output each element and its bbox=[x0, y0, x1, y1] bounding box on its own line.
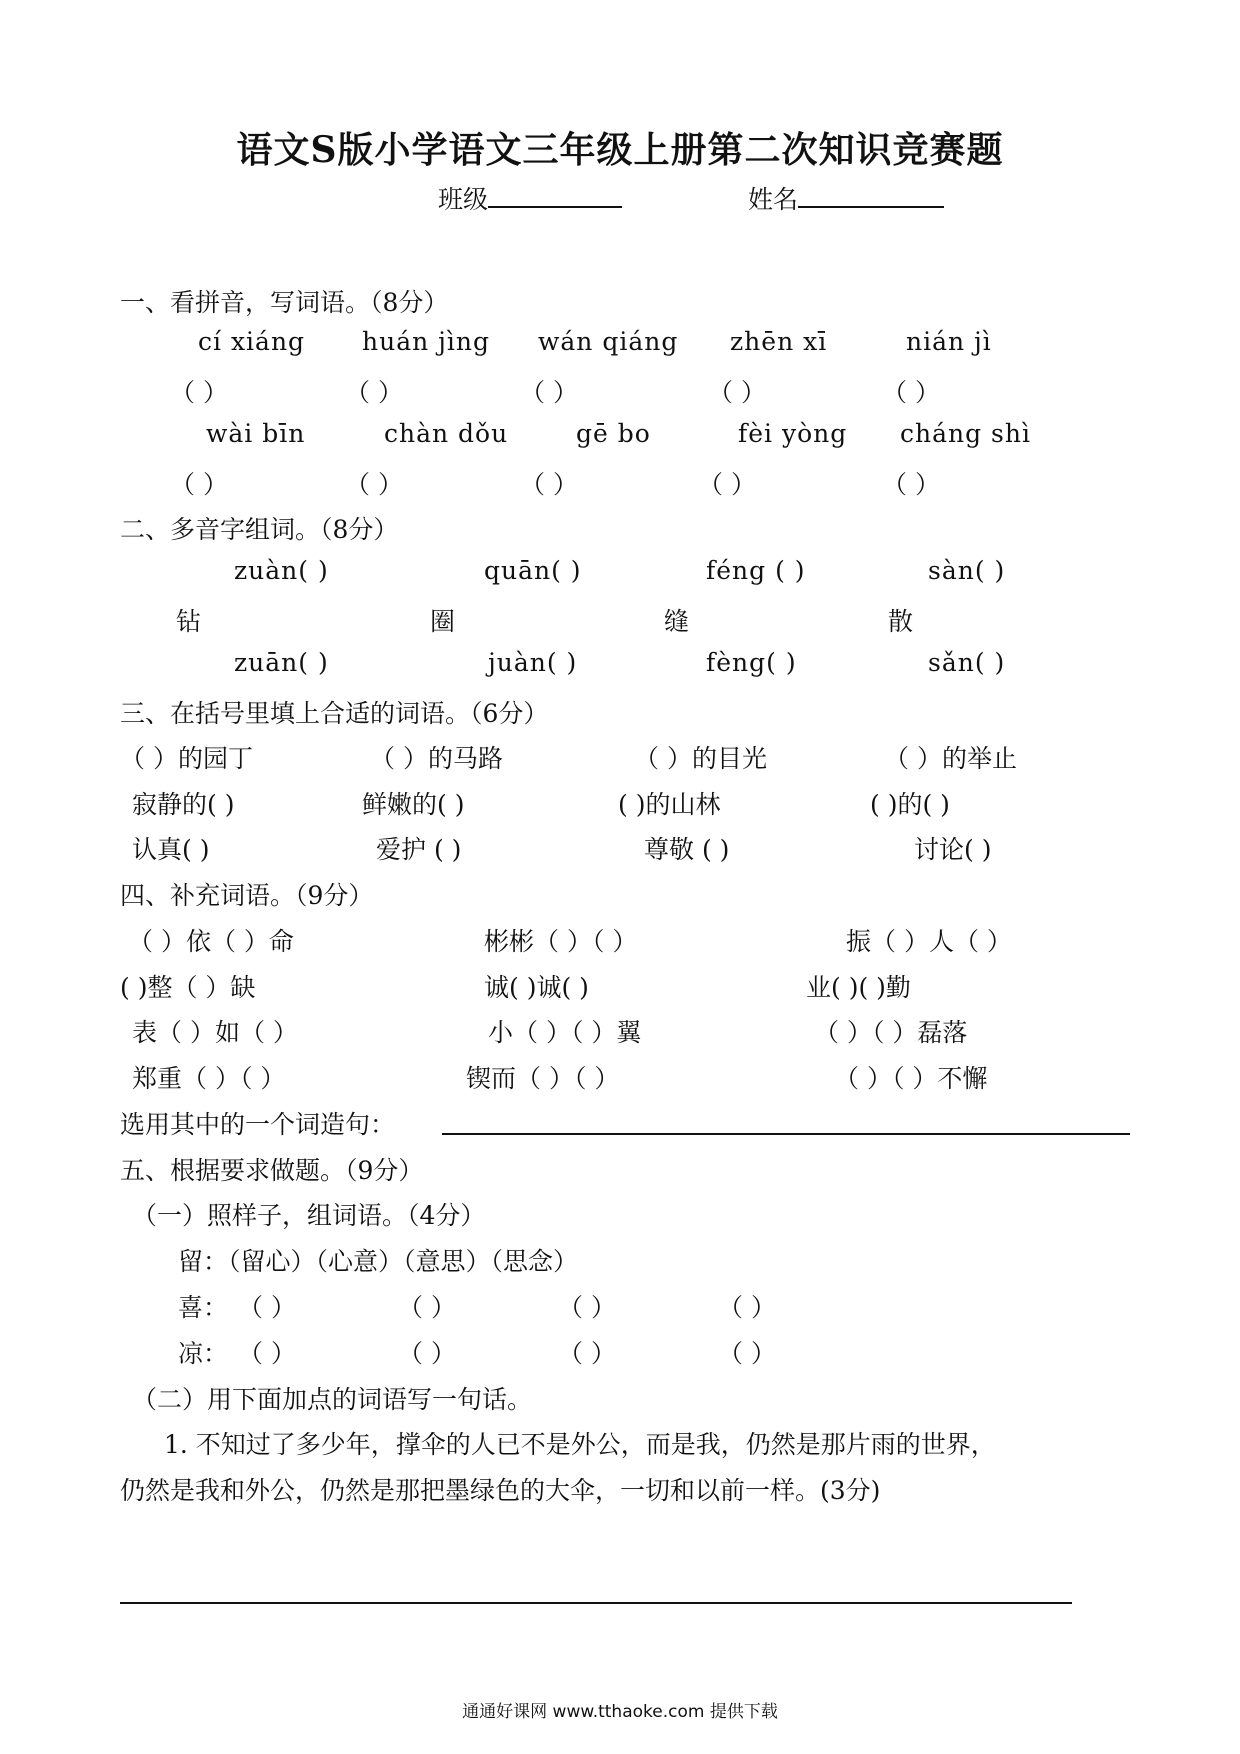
answer-blank[interactable]: （ ） bbox=[398, 1339, 456, 1368]
section-2-heading: 二、多音字组词。（8分） bbox=[120, 515, 399, 544]
fill-item[interactable]: 寂静的( ) bbox=[132, 790, 235, 819]
polyphone-answer[interactable]: zuān( ) bbox=[234, 648, 329, 677]
name-field[interactable] bbox=[748, 180, 944, 216]
fill-item[interactable]: （ ）的园丁 bbox=[120, 744, 253, 773]
polyphone-answer[interactable]: fèng( ) bbox=[706, 648, 797, 677]
idiom-item[interactable]: （ ）依（ ）命 bbox=[128, 927, 294, 956]
class-label: 班级 bbox=[438, 185, 489, 214]
polyphone-char: 散 bbox=[888, 607, 914, 636]
fill-item[interactable]: 认真( ) bbox=[132, 835, 210, 864]
word-char: 凉： bbox=[178, 1339, 229, 1368]
fill-item[interactable]: ( )的( ) bbox=[870, 790, 950, 819]
answer-blank[interactable]: （ ） bbox=[520, 470, 578, 499]
footer-text: 通通好课网 www.tthaoke.com 提供下载 bbox=[462, 1702, 778, 1722]
class-field[interactable] bbox=[438, 180, 622, 216]
idiom-item[interactable]: 郑重（ ）（ ） bbox=[132, 1064, 286, 1093]
answer-blank[interactable]: （ ） bbox=[882, 470, 940, 499]
section-5-heading: 五、根据要求做题。（9分） bbox=[120, 1156, 424, 1185]
answer-blank[interactable]: （ ） bbox=[520, 378, 578, 407]
polyphone-answer[interactable]: féng ( ) bbox=[706, 556, 806, 585]
answer-blank[interactable]: （ ） bbox=[238, 1293, 296, 1322]
polyphone-char: 钻 bbox=[176, 607, 202, 636]
answer-blank[interactable]: （ ） bbox=[170, 378, 228, 407]
idiom-item[interactable]: 彬彬（ ）（ ） bbox=[484, 927, 638, 956]
answer-blank[interactable]: （ ） bbox=[558, 1339, 616, 1368]
fill-item[interactable]: （ ）的马路 bbox=[370, 744, 503, 773]
idiom-item[interactable]: 小（ ）（ ）翼 bbox=[488, 1018, 642, 1047]
pinyin: cháng shì bbox=[900, 419, 1031, 448]
pinyin: wán qiáng bbox=[538, 327, 679, 356]
word-char: 喜： bbox=[178, 1293, 229, 1322]
subsection-1-heading: （一）照样子，组词语。（4分） bbox=[132, 1201, 486, 1230]
pinyin: zhēn xī bbox=[730, 327, 828, 356]
answer-line[interactable] bbox=[120, 1602, 1072, 1604]
fill-item[interactable]: （ ）的目光 bbox=[634, 744, 767, 773]
answer-blank[interactable]: （ ） bbox=[882, 378, 940, 407]
polyphone-answer[interactable]: juàn( ) bbox=[488, 648, 578, 677]
answer-blank[interactable]: （ ） bbox=[398, 1293, 456, 1322]
answer-blank[interactable]: （ ） bbox=[170, 470, 228, 499]
polyphone-answer[interactable]: sàn( ) bbox=[928, 556, 1006, 585]
answer-blank[interactable]: （ ） bbox=[698, 470, 756, 499]
section-1-heading: 一、看拼音，写词语。（8分） bbox=[120, 288, 449, 317]
pinyin: gē bo bbox=[576, 419, 651, 448]
question-1-text: 1. 不知过了多少年，撑伞的人已不是外公，而是我，仍然是那片雨的世界， bbox=[164, 1430, 996, 1459]
idiom-item[interactable]: （ ）（ ）磊落 bbox=[814, 1018, 968, 1047]
question-1-text: 仍然是我和外公，仍然是那把墨绿色的大伞，一切和以前一样。(3分) bbox=[120, 1476, 881, 1505]
idiom-item[interactable]: （ ）（ ）不懈 bbox=[834, 1064, 988, 1093]
pinyin: chàn dǒu bbox=[384, 419, 509, 448]
fill-item[interactable]: ( )的山林 bbox=[618, 790, 721, 819]
example-row: 留：（留心）（心意）（意思）（思念） bbox=[178, 1247, 579, 1276]
idiom-item[interactable]: 表（ ）如（ ） bbox=[132, 1018, 298, 1047]
answer-blank[interactable]: （ ） bbox=[238, 1339, 296, 1368]
answer-blank[interactable]: （ ） bbox=[718, 1339, 776, 1368]
answer-blank[interactable]: （ ） bbox=[345, 378, 403, 407]
answer-blank[interactable]: （ ） bbox=[558, 1293, 616, 1322]
sentence-answer-line[interactable] bbox=[442, 1133, 1130, 1135]
name-label: 姓名 bbox=[748, 185, 799, 214]
section-4-heading: 四、补充词语。（9分） bbox=[120, 881, 374, 910]
pinyin: cí xiáng bbox=[198, 327, 306, 356]
fill-item[interactable]: （ ）的举止 bbox=[884, 744, 1017, 773]
idiom-item[interactable]: 诚( )诚( ) bbox=[484, 973, 589, 1002]
polyphone-answer[interactable]: quān( ) bbox=[484, 556, 582, 585]
subsection-2-heading: （二）用下面加点的词语写一句话。 bbox=[132, 1385, 533, 1414]
class-blank[interactable] bbox=[488, 202, 622, 208]
fill-item[interactable]: 鲜嫩的( ) bbox=[362, 790, 465, 819]
idiom-item[interactable]: 振（ ）人（ ） bbox=[846, 927, 1012, 956]
section-3-heading: 三、在括号里填上合适的词语。（6分） bbox=[120, 699, 549, 728]
sentence-prompt: 选用其中的一个词造句： bbox=[120, 1110, 396, 1139]
fill-item[interactable]: 尊敬 ( ) bbox=[644, 835, 730, 864]
idiom-item[interactable]: ( )整（ ）缺 bbox=[120, 973, 256, 1002]
answer-blank[interactable]: （ ） bbox=[718, 1293, 776, 1322]
idiom-item[interactable]: 业( )( )勤 bbox=[806, 973, 911, 1002]
page-title: 语文S版小学语文三年级上册第二次知识竞赛题 bbox=[236, 129, 1004, 171]
polyphone-char: 圈 bbox=[430, 607, 456, 636]
polyphone-char: 缝 bbox=[664, 607, 690, 636]
pinyin: huán jìng bbox=[362, 327, 491, 356]
fill-item[interactable]: 讨论( ) bbox=[914, 835, 992, 864]
name-blank[interactable] bbox=[798, 202, 944, 208]
pinyin: nián jì bbox=[906, 327, 992, 356]
idiom-item[interactable]: 锲而（ ）（ ） bbox=[466, 1064, 620, 1093]
polyphone-answer[interactable]: sǎn( ) bbox=[928, 648, 1006, 677]
pinyin: wài bīn bbox=[206, 419, 306, 448]
fill-item[interactable]: 爱护 ( ) bbox=[376, 835, 462, 864]
pinyin: fèi yòng bbox=[738, 419, 848, 448]
polyphone-answer[interactable]: zuàn( ) bbox=[234, 556, 329, 585]
answer-blank[interactable]: （ ） bbox=[345, 470, 403, 499]
answer-blank[interactable]: （ ） bbox=[708, 378, 766, 407]
